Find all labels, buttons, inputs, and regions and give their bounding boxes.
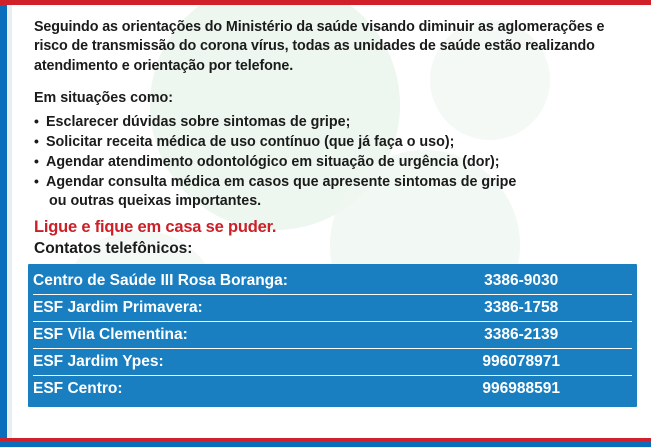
left-accent-bar [0,0,7,447]
contact-phone: 3386-9030 [410,268,632,295]
list-item-label-continued: ou outras queixas importantes. [49,192,262,209]
contact-phone: 3386-1758 [410,294,632,321]
list-item [34,173,629,211]
top-edge-rule [0,0,651,5]
contacts-table-container [28,264,637,407]
situations-heading: Em situações como: [34,89,174,106]
list-item [34,113,629,132]
intro-paragraph: Seguindo as orientações do Ministério da saúde visando diminuir as aglomerações e risco de transmissão do corona vírus, todas as unidades de saúde estão realizando atendimento e orientação por telefone. [34,19,605,74]
list-item-label: Esclarecer dúvidas sobre sintomas de gripe; [46,113,351,130]
table-row [33,268,632,295]
contact-name: ESF Centro: [33,379,123,397]
table-row [33,321,632,348]
contact-phone: 3386-2139 [410,321,632,348]
contact-phone: 996988591 [482,379,560,397]
left-accent-bar-secondary [7,0,12,447]
list-item-label: Agendar atendimento odontológico em situação de urgência (dor); [46,153,500,170]
situations-list [34,113,629,211]
contact-phone: 996078971 [410,348,632,375]
list-item-label: Agendar consulta médica em casos que apresente sintomas de gripe [46,173,517,190]
list-item [34,153,629,172]
contact-name: ESF Jardim Primavera: [33,294,410,321]
list-item [34,133,629,152]
contact-name: ESF Vila Clementina: [33,321,410,348]
callout-message: Ligue e fique em casa se puder. [34,217,277,236]
bottom-edge-rule-blue [0,441,651,447]
contacts-table [33,268,632,402]
table-row [33,375,632,402]
contacts-title: Contatos telefônicos: [34,239,193,257]
table-row [33,294,632,321]
contact-name: Centro de Saúde III Rosa Boranga: [33,268,410,295]
contact-name: ESF Jardim Ypes: [33,348,410,375]
table-row [33,348,632,375]
list-item-label: Solicitar receita médica de uso contínuo (que já faça o uso); [46,133,455,150]
